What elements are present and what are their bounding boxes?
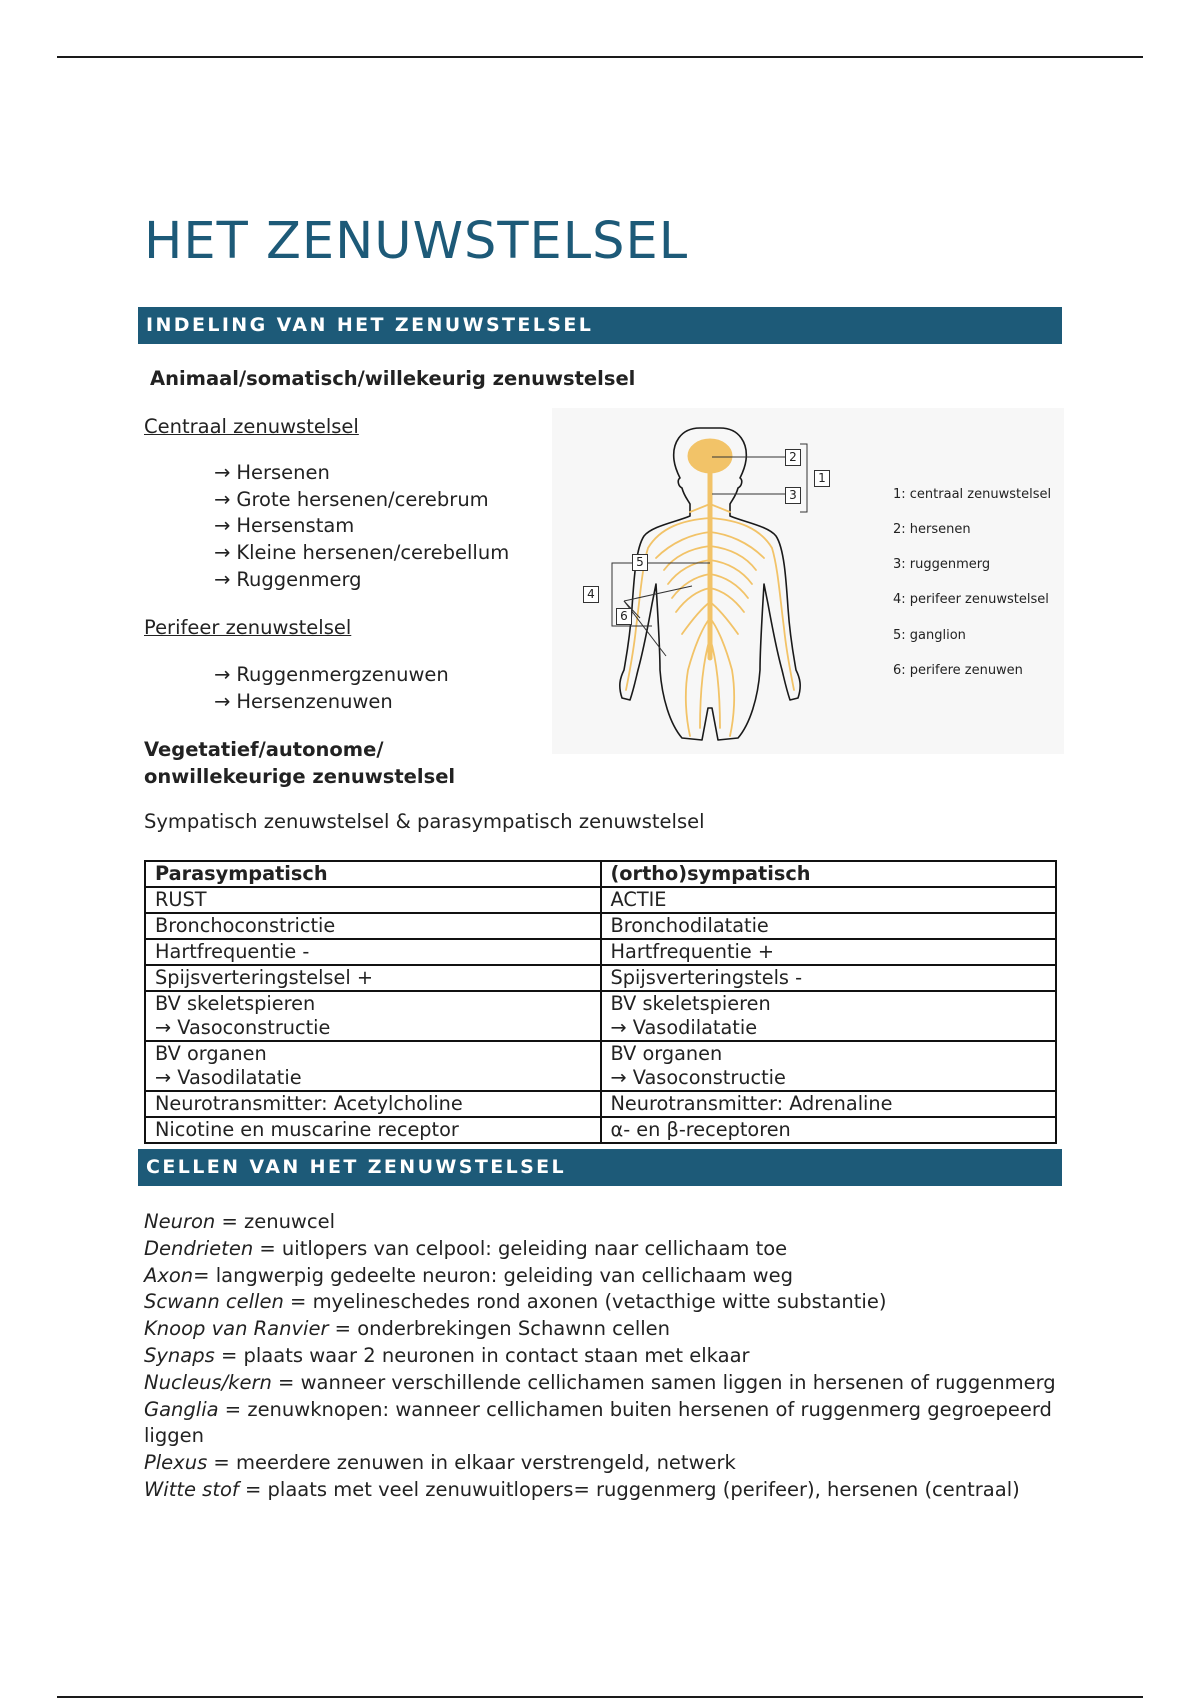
diagram-box-2: 2 xyxy=(785,449,801,466)
table-row xyxy=(145,939,1056,965)
cell-text: Spijsverteringstels - xyxy=(610,966,803,989)
table-cell xyxy=(601,1091,1057,1117)
table-row xyxy=(145,991,1056,1041)
header-sympathetic: (ortho)sympatisch xyxy=(601,861,1057,887)
cell-text: Bronchodilatatie xyxy=(610,914,769,937)
table-row xyxy=(145,887,1056,913)
cell-text: Neurotransmitter: Adrenaline xyxy=(610,1092,893,1115)
arrow-icon: → xyxy=(214,567,231,591)
header-rule xyxy=(57,56,1143,58)
table-cell xyxy=(601,887,1057,913)
cell-text: BV organen xyxy=(155,1042,267,1065)
definition-item xyxy=(144,1397,1084,1451)
nervous-system-diagram xyxy=(552,408,1064,754)
definition-item xyxy=(144,1316,1084,1343)
table-cell xyxy=(145,1041,601,1091)
table-cell xyxy=(601,1117,1057,1143)
list-item: → Kleine hersenen/cerebellum xyxy=(214,541,510,565)
diagram-legend-item: 4: perifeer zenuwstelsel xyxy=(893,592,1049,607)
definition-item xyxy=(144,1477,1084,1504)
table-row xyxy=(145,1041,1056,1091)
cell-text: → Vasodilatatie xyxy=(610,1016,758,1039)
definition-text: = myelineschedes rond axonen (vetacthige witte substantie) xyxy=(283,1290,887,1314)
diagram-legend-item: 2: hersenen xyxy=(893,522,971,537)
table-cell xyxy=(601,939,1057,965)
cell-text: → Vasodilatatie xyxy=(155,1066,302,1089)
table-cell xyxy=(601,991,1057,1041)
definition-term: Nucleus/kern xyxy=(144,1370,272,1394)
list-item: → Ruggenmergzenuwen xyxy=(214,663,449,686)
arrow-icon: → xyxy=(214,487,231,511)
table-cell xyxy=(601,965,1057,991)
table-cell xyxy=(601,913,1057,939)
vegetative-heading-line2: onwillekeurige zenuwstelsel xyxy=(144,765,456,788)
header-parasympathetic: Parasympatisch xyxy=(145,861,601,887)
cell-text: → Vasoconstructie xyxy=(610,1066,786,1089)
list-item: → Ruggenmerg xyxy=(214,567,362,591)
body-figure xyxy=(552,408,1064,754)
definition-term: Witte stof xyxy=(144,1477,239,1501)
cell-text: Spijsverteringstelsel + xyxy=(155,966,373,989)
cell-text: α- en β-receptoren xyxy=(610,1118,791,1141)
definition-text: = langwerpig gedeelte neuron: geleiding van cellichaam weg xyxy=(193,1263,793,1287)
cell-text: BV skeletspieren xyxy=(610,992,771,1015)
definition-item xyxy=(144,1343,1084,1370)
definition-term: Synaps xyxy=(144,1343,215,1367)
arrow-icon: → xyxy=(214,461,231,484)
cell-text: BV skeletspieren xyxy=(155,992,316,1015)
definition-term: Ganglia xyxy=(144,1397,219,1421)
definition-text: = uitlopers van celpool: geleiding naar cellichaam toe xyxy=(253,1236,788,1260)
definition-item xyxy=(144,1450,1084,1477)
footer-rule xyxy=(57,1696,1143,1698)
list-item: → Grote hersenen/cerebrum xyxy=(214,487,489,511)
arrow-icon: → xyxy=(214,514,231,538)
comparison-table xyxy=(144,860,1057,1144)
sympathetic-text: Sympatisch zenuwstelsel & parasympatisch zenuwstelsel xyxy=(144,810,705,833)
table-cell xyxy=(145,913,601,939)
definition-term: Neuron xyxy=(144,1210,216,1233)
diagram-legend-item: 6: perifere zenuwen xyxy=(893,663,1023,678)
diagram-legend-item: 1: centraal zenuwstelsel xyxy=(893,487,1052,502)
page-title: HET ZENUWSTELSEL xyxy=(144,212,689,271)
diagram-box-6: 6 xyxy=(616,608,632,625)
table-row xyxy=(145,913,1056,939)
definition-item xyxy=(144,1263,1084,1290)
diagram-box-4: 4 xyxy=(583,586,599,603)
section-heading-cellen: CELLEN VAN HET ZENUWSTELSEL xyxy=(138,1149,1062,1186)
definition-text: = onderbrekingen Schawnn cellen xyxy=(328,1317,671,1341)
central-list xyxy=(214,460,509,594)
cell-text: Hartfrequentie + xyxy=(610,940,775,963)
arrow-icon: → xyxy=(214,689,231,713)
definitions-list xyxy=(144,1209,1084,1504)
cell-text: RUST xyxy=(155,888,207,911)
vegetative-heading-line1: Vegetatief/autonome/ xyxy=(144,738,384,761)
definition-item xyxy=(144,1236,1084,1263)
diagram-legend-item: 3: ruggenmerg xyxy=(893,557,991,572)
list-item: → Hersenzenuwen xyxy=(214,689,393,713)
cell-text: ACTIE xyxy=(610,888,667,911)
definition-term: Dendrieten xyxy=(144,1236,254,1260)
definition-text: = plaats met veel zenuwuitlopers= ruggenmerg (perifeer), hersenen (centraal) xyxy=(238,1477,1020,1501)
diagram-box-1: 1 xyxy=(814,470,830,487)
table-cell xyxy=(145,939,601,965)
cell-text: → Vasoconstructie xyxy=(155,1016,331,1039)
definition-text: = zenuwknopen: wanneer cellichamen buiten hersenen of ruggenmerg gegroepeerd liggen xyxy=(144,1397,1052,1448)
table-cell xyxy=(145,1091,601,1117)
cell-text: Bronchoconstrictie xyxy=(155,914,336,937)
table-cell xyxy=(145,965,601,991)
definition-item xyxy=(144,1370,1084,1397)
diagram-box-5: 5 xyxy=(632,554,648,571)
table-body xyxy=(145,887,1056,1143)
table-row xyxy=(145,965,1056,991)
table-cell xyxy=(145,991,601,1041)
arrow-icon: → xyxy=(214,541,231,565)
section-heading-indeling: INDELING VAN HET ZENUWSTELSEL xyxy=(138,307,1062,344)
diagram-legend-item: 5: ganglion xyxy=(893,628,966,643)
cell-text: BV organen xyxy=(610,1042,723,1065)
cell-text: Hartfrequentie - xyxy=(155,940,310,963)
central-label: Centraal zenuwstelsel xyxy=(144,415,359,438)
definition-term: Scwann cellen xyxy=(144,1290,284,1314)
table-cell xyxy=(601,1041,1057,1091)
definition-text: = zenuwcel xyxy=(215,1210,336,1233)
definition-text: = plaats waar 2 neuronen in contact staan met elkaar xyxy=(214,1343,750,1367)
cell-text: Neurotransmitter: Acetylcholine xyxy=(155,1092,463,1115)
diagram-box-3: 3 xyxy=(785,487,801,504)
table-cell xyxy=(145,1117,601,1143)
peripheral-label: Perifeer zenuwstelsel xyxy=(144,616,352,639)
list-item: → Hersenstam xyxy=(214,514,355,538)
definition-term: Knoop van Ranvier xyxy=(144,1317,329,1341)
definition-item xyxy=(144,1209,1084,1236)
table-header-row xyxy=(145,861,1056,887)
table-cell xyxy=(145,887,601,913)
table-row xyxy=(145,1091,1056,1117)
definition-term: Axon xyxy=(144,1263,194,1287)
definition-item xyxy=(144,1289,1084,1316)
table-row xyxy=(145,1117,1056,1143)
definition-text: = meerdere zenuwen in elkaar verstrengeld, netwerk xyxy=(207,1451,736,1475)
definition-text: = wanneer verschillende cellichamen samen liggen in hersenen of ruggenmerg xyxy=(271,1370,1056,1394)
definition-term: Plexus xyxy=(144,1451,208,1475)
cell-text: Nicotine en muscarine receptor xyxy=(155,1118,459,1141)
arrow-icon: → xyxy=(214,663,231,686)
animal-heading: Animaal/somatisch/willekeurig zenuwstelsel xyxy=(150,367,636,390)
list-item: → Hersenen xyxy=(214,461,330,484)
peripheral-list xyxy=(214,662,449,715)
